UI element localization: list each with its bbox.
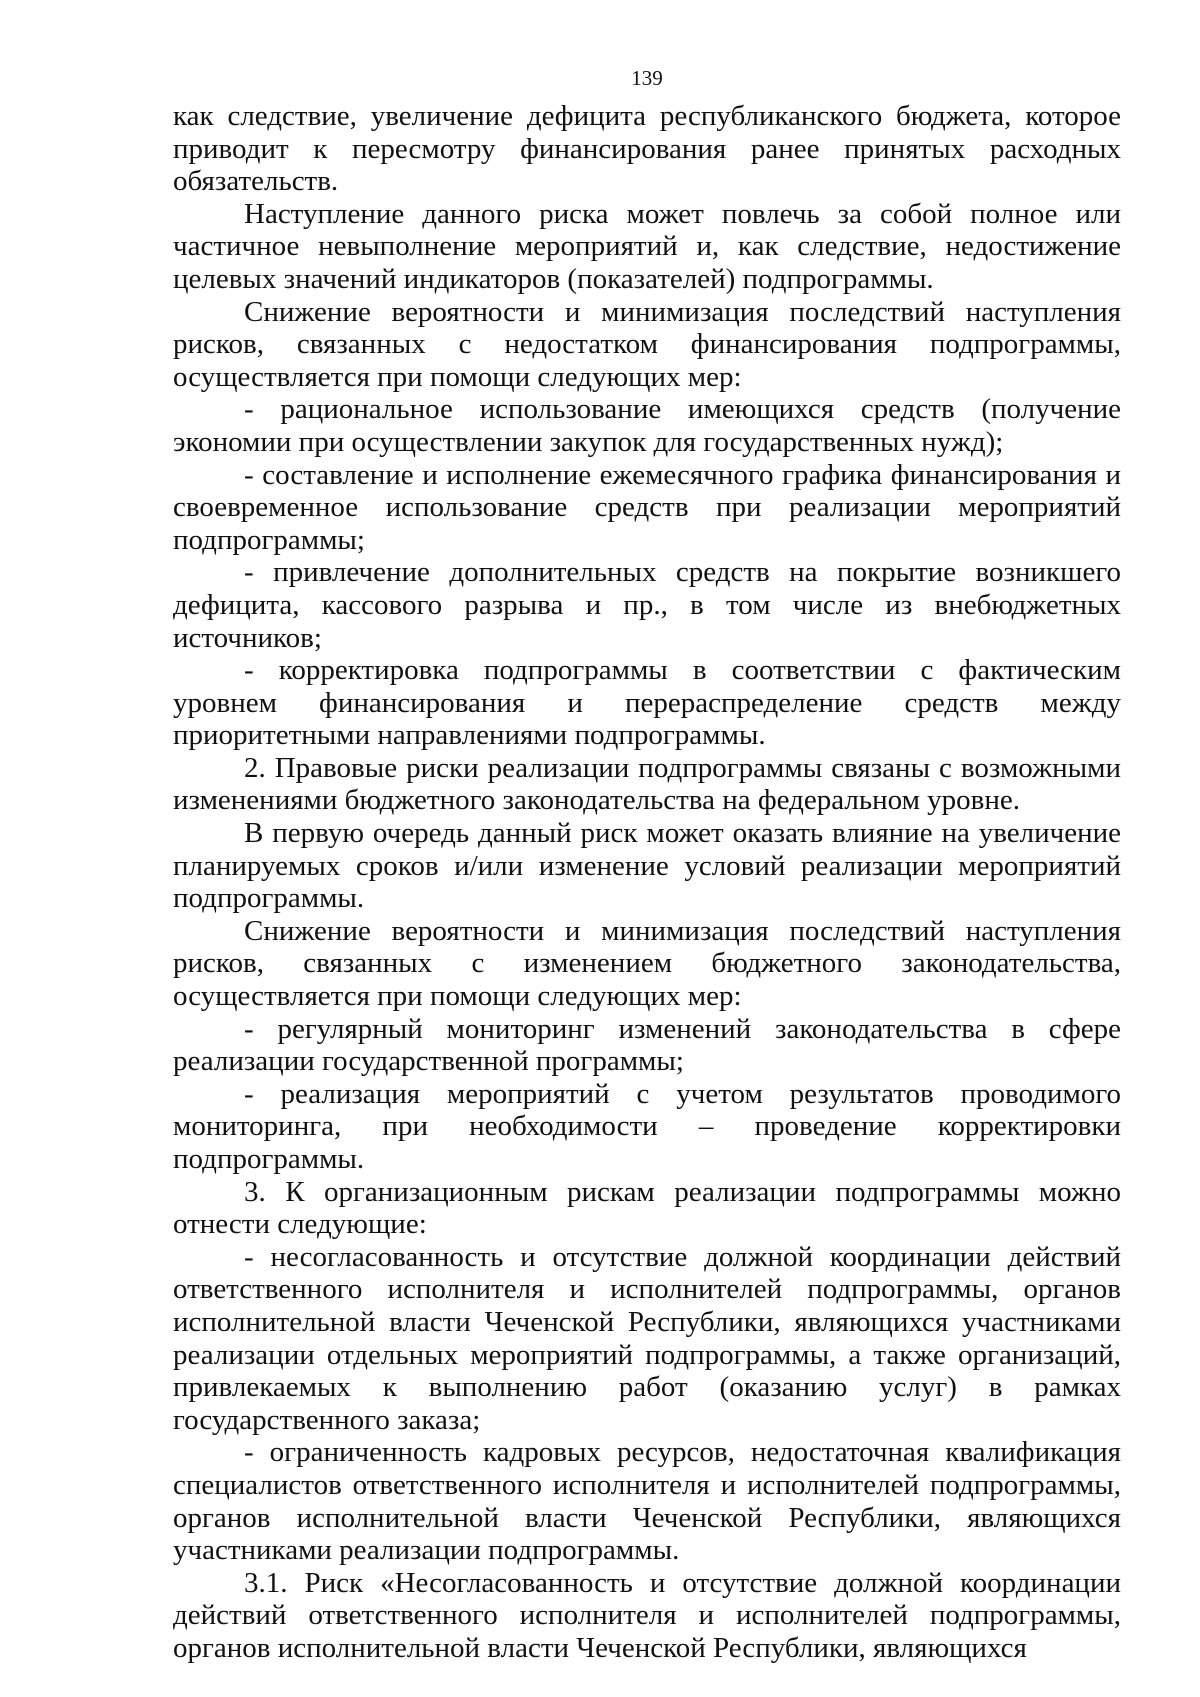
list-item: - регулярный мониторинг изменений законодательства в сфере реализации государственной программы; [173,1012,1121,1078]
list-item: - реализация мероприятий с учетом результатов проводимого мониторинга, при необходимости – проведение корректировки подпрограммы. [173,1077,1121,1175]
paragraph: Снижение вероятности и минимизация последствий наступления рисков, связанных с изменением бюджетного законодательства, осуществляется при помощи следующих мер: [173,914,1121,1013]
paragraph: В первую очередь данный риск может оказать влияние на увеличение планируемых сроков и/или изменение условий реализации мероприятий подпрограммы. [173,817,1121,915]
list-item: - несогласованность и отсутствие должной координации действий ответственного исполнителя и исполнителей подпрограммы, органов исполнительной власти Чеченской Республики, являющихся участниками реализации отдельных мероприятий подпрограммы, а также организаций, привлекаемых к выполнению работ (оказанию услуг) в рамках государственного заказа; [173,1240,1121,1436]
list-item: - корректировка подпрограммы в соответствии с фактическим уровнем финансирования и перераспределение средств между приоритетными направлениями подпрограммы. [173,654,1121,752]
paragraph: Наступление данного риска может повлечь за собой полное или частичное невыполнение мероприятий и, как следствие, недостижение целевых значений индикаторов (показателей) подпрограммы. [173,197,1121,295]
paragraph: Снижение вероятности и минимизация последствий наступления рисков, связанных с недостатком финансирования подпрограммы, осуществляется при помощи следующих мер: [173,295,1121,393]
list-item: - составление и исполнение ежемесячного графика финансирования и своевременное использование средств при реализации мероприятий подпрограммы; [173,458,1121,556]
paragraph: 3.1. Риск «Несогласованность и отсутствие должной координации действий ответственного исполнителя и исполнителей подпрограммы, органов исполнительной власти Чеченской Республики, являющихся [173,1566,1121,1664]
list-item: - ограниченность кадровых ресурсов, недостаточная квалификация специалистов ответственного исполнителя и исполнителей подпрограммы, органов исполнительной власти Чеченской Республики, являющихся участниками реализации подпрограммы. [173,1436,1121,1567]
list-item: - привлечение дополнительных средств на покрытие возникшего дефицита, кассового разрыва и пр., в том числе из внебюджетных источников; [173,556,1121,654]
paragraph: как следствие, увеличение дефицита республиканского бюджета, которое приводит к пересмотру финансирования ранее принятых расходных обязательств. [173,100,1121,198]
page-number: 139 [631,66,663,90]
list-item: - рациональное использование имеющихся средств (получение экономии при осуществлении закупок для государственных нужд); [173,393,1121,458]
document-page [173,66,1121,1665]
paragraph: 2. Правовые риски реализации подпрограммы связаны с возможными изменениями бюджетного законодательства на федеральном уровне. [173,751,1121,817]
paragraph: 3. К организационным рискам реализации подпрограммы можно отнести следующие: [173,1175,1121,1241]
